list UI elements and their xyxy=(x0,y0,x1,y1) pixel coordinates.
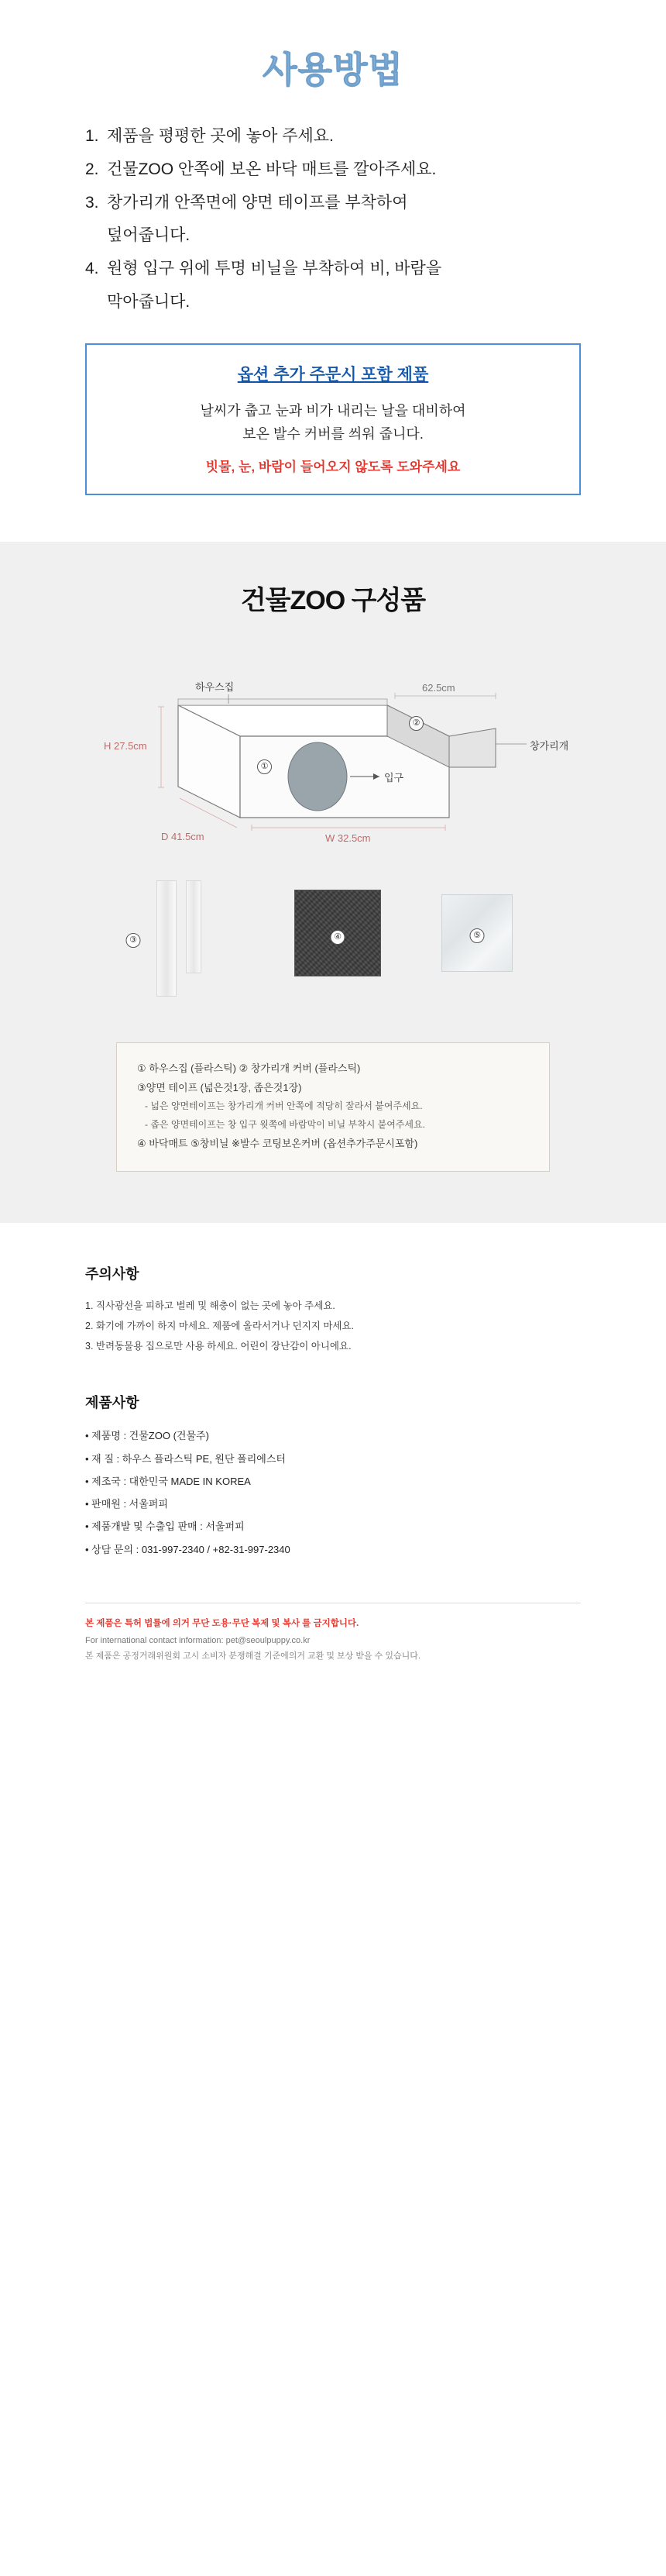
step-number: 3. xyxy=(85,193,99,212)
step-number: 1. xyxy=(85,127,99,145)
label-depth: D 41.5cm xyxy=(161,830,204,842)
info-section xyxy=(0,1223,666,1720)
step-text: 덮어줍니다. xyxy=(107,226,191,245)
step-number xyxy=(85,288,107,317)
label-top-width: 62.5cm xyxy=(422,681,455,694)
components-section xyxy=(0,542,666,1223)
list-item xyxy=(85,255,581,284)
legend-line-5: ④ 바닥매트 ⑤창비닐 ※발수 코팅보온커버 (옵션추가주문시포함) xyxy=(137,1138,418,1150)
components-legend xyxy=(116,1042,550,1172)
legend-line-2: ③양면 테이프 (넓은것1장, 좁은것1장) xyxy=(137,1082,302,1094)
step-text: 창가리개 안쪽면에 양면 테이프를 부착하여 xyxy=(107,193,408,212)
part-photo-vinyl xyxy=(441,894,513,972)
part-caption-5: ⑤ xyxy=(470,928,485,943)
legend-line-3: - 넒은 양면테이프는 창가리개 커버 안쪽에 적당히 잘라서 붙여주세요. xyxy=(145,1100,423,1112)
spec-line-5: • 제품개발 및 수출입 판매 : 서울퍼피 xyxy=(85,1520,245,1533)
option-box-line-2: 보온 발수 커버를 씌워 줍니다. xyxy=(242,426,424,443)
part-photo-mat xyxy=(294,890,381,976)
part-caption-4: ④ xyxy=(331,930,345,945)
usage-step-list xyxy=(85,122,581,317)
step-number: 2. xyxy=(85,160,99,178)
part-photo-tape xyxy=(129,880,201,997)
usage-section xyxy=(0,0,666,542)
step-text: 원형 입구 위에 투명 비닐을 부착하여 비, 바람을 xyxy=(107,260,442,277)
spec-line-2: • 재 질 : 하우스 플라스틱 PE, 원단 폴리에스터 xyxy=(85,1452,286,1465)
cautions-heading: 주의사항 xyxy=(85,1266,139,1282)
label-window-cover: 창가리개 xyxy=(530,739,569,752)
footer-copyright-notice: 본 제품은 특허 법률에 의거 무단 도용·무단 복제 및 복사 를 금지합니다. xyxy=(85,1618,359,1628)
part-caption-3: ③ xyxy=(126,933,141,948)
step-text: 제품을 평평한 곳에 놓아 주세요. xyxy=(107,127,334,145)
label-house: 하우스집 xyxy=(195,680,235,693)
section-gap xyxy=(85,1356,581,1392)
step-text: 건물ZOO 안쪽에 보온 바닥 매트를 깔아주세요. xyxy=(107,160,437,178)
page-title: 사용방법 xyxy=(263,50,403,90)
caution-line-3: 3. 반려동물용 집으로만 사용 하세요. 어린이 장난감이 아니에요. xyxy=(85,1341,352,1352)
option-box-highlight: 빗물, 눈, 바람이 들어오지 않도록 도와주세요 xyxy=(205,459,461,474)
step-number xyxy=(85,222,107,250)
spec-line-1: • 제품명 : 건물ZOO (건물주) xyxy=(85,1430,209,1442)
legend-line-4: - 좁은 양면테이프는 창 입구 윗쪽에 바람막이 비닐 부착시 붙여주세요. xyxy=(145,1118,425,1130)
spec-line-4: • 판매원 : 서울퍼피 xyxy=(85,1498,168,1510)
footer-contact: For international contact information: pet@seoulpuppy.co.kr xyxy=(85,1635,311,1645)
specs-heading: 제품사항 xyxy=(85,1395,139,1411)
tape-narrow xyxy=(186,880,201,973)
footer-dispute-notice: 본 제품은 공정거래위원회 고시 소비자 분쟁해결 기준에의거 교환 및 보상 받을 수 있습니다. xyxy=(85,1651,421,1662)
list-item xyxy=(85,156,581,184)
house-diagram-svg xyxy=(62,651,604,860)
caution-line-1: 1. 직사광선을 피하고 벌레 및 해충이 없는 곳에 놓아 주세요. xyxy=(85,1300,335,1311)
label-width: W 32.5cm xyxy=(325,832,371,844)
step-number: 4. xyxy=(85,260,99,277)
legend-line-1: ① 하우스집 (플라스틱) ② 창가리개 커버 (플라스틱) xyxy=(137,1062,361,1074)
house-diagram xyxy=(62,651,604,860)
step-text: 막아줍니다. xyxy=(107,292,191,311)
diagram-marker-2: ② xyxy=(409,716,424,731)
parts-photo-row xyxy=(62,880,604,1016)
components-title: 건물ZOO 구성품 xyxy=(240,585,426,615)
option-callout-box xyxy=(85,343,581,495)
info-wrapper xyxy=(85,1263,581,1561)
option-box-line-1: 날씨가 춥고 눈과 비가 내리는 날을 대비하여 xyxy=(200,402,466,418)
label-height: H 27.5cm xyxy=(104,739,147,752)
tape-wide xyxy=(156,880,177,997)
caution-line-2: 2. 화기에 가까이 하지 마세요. 제품에 올라서거나 던지지 마세요. xyxy=(85,1320,355,1331)
list-item xyxy=(85,122,581,151)
label-entrance: 입구 xyxy=(384,771,404,783)
list-item xyxy=(85,222,581,250)
spec-line-6: • 상담 문의 : 031-997-2340 / +82-31-997-2340 xyxy=(85,1543,290,1555)
list-item xyxy=(85,288,581,317)
footer-notice xyxy=(85,1603,581,1696)
option-box-title: 옵션 추가 주문시 포함 제품 xyxy=(237,365,429,384)
list-item xyxy=(85,189,581,218)
diagram-marker-1: ① xyxy=(257,759,272,774)
spec-line-3: • 제조국 : 대한민국 MADE IN KOREA xyxy=(85,1475,251,1487)
